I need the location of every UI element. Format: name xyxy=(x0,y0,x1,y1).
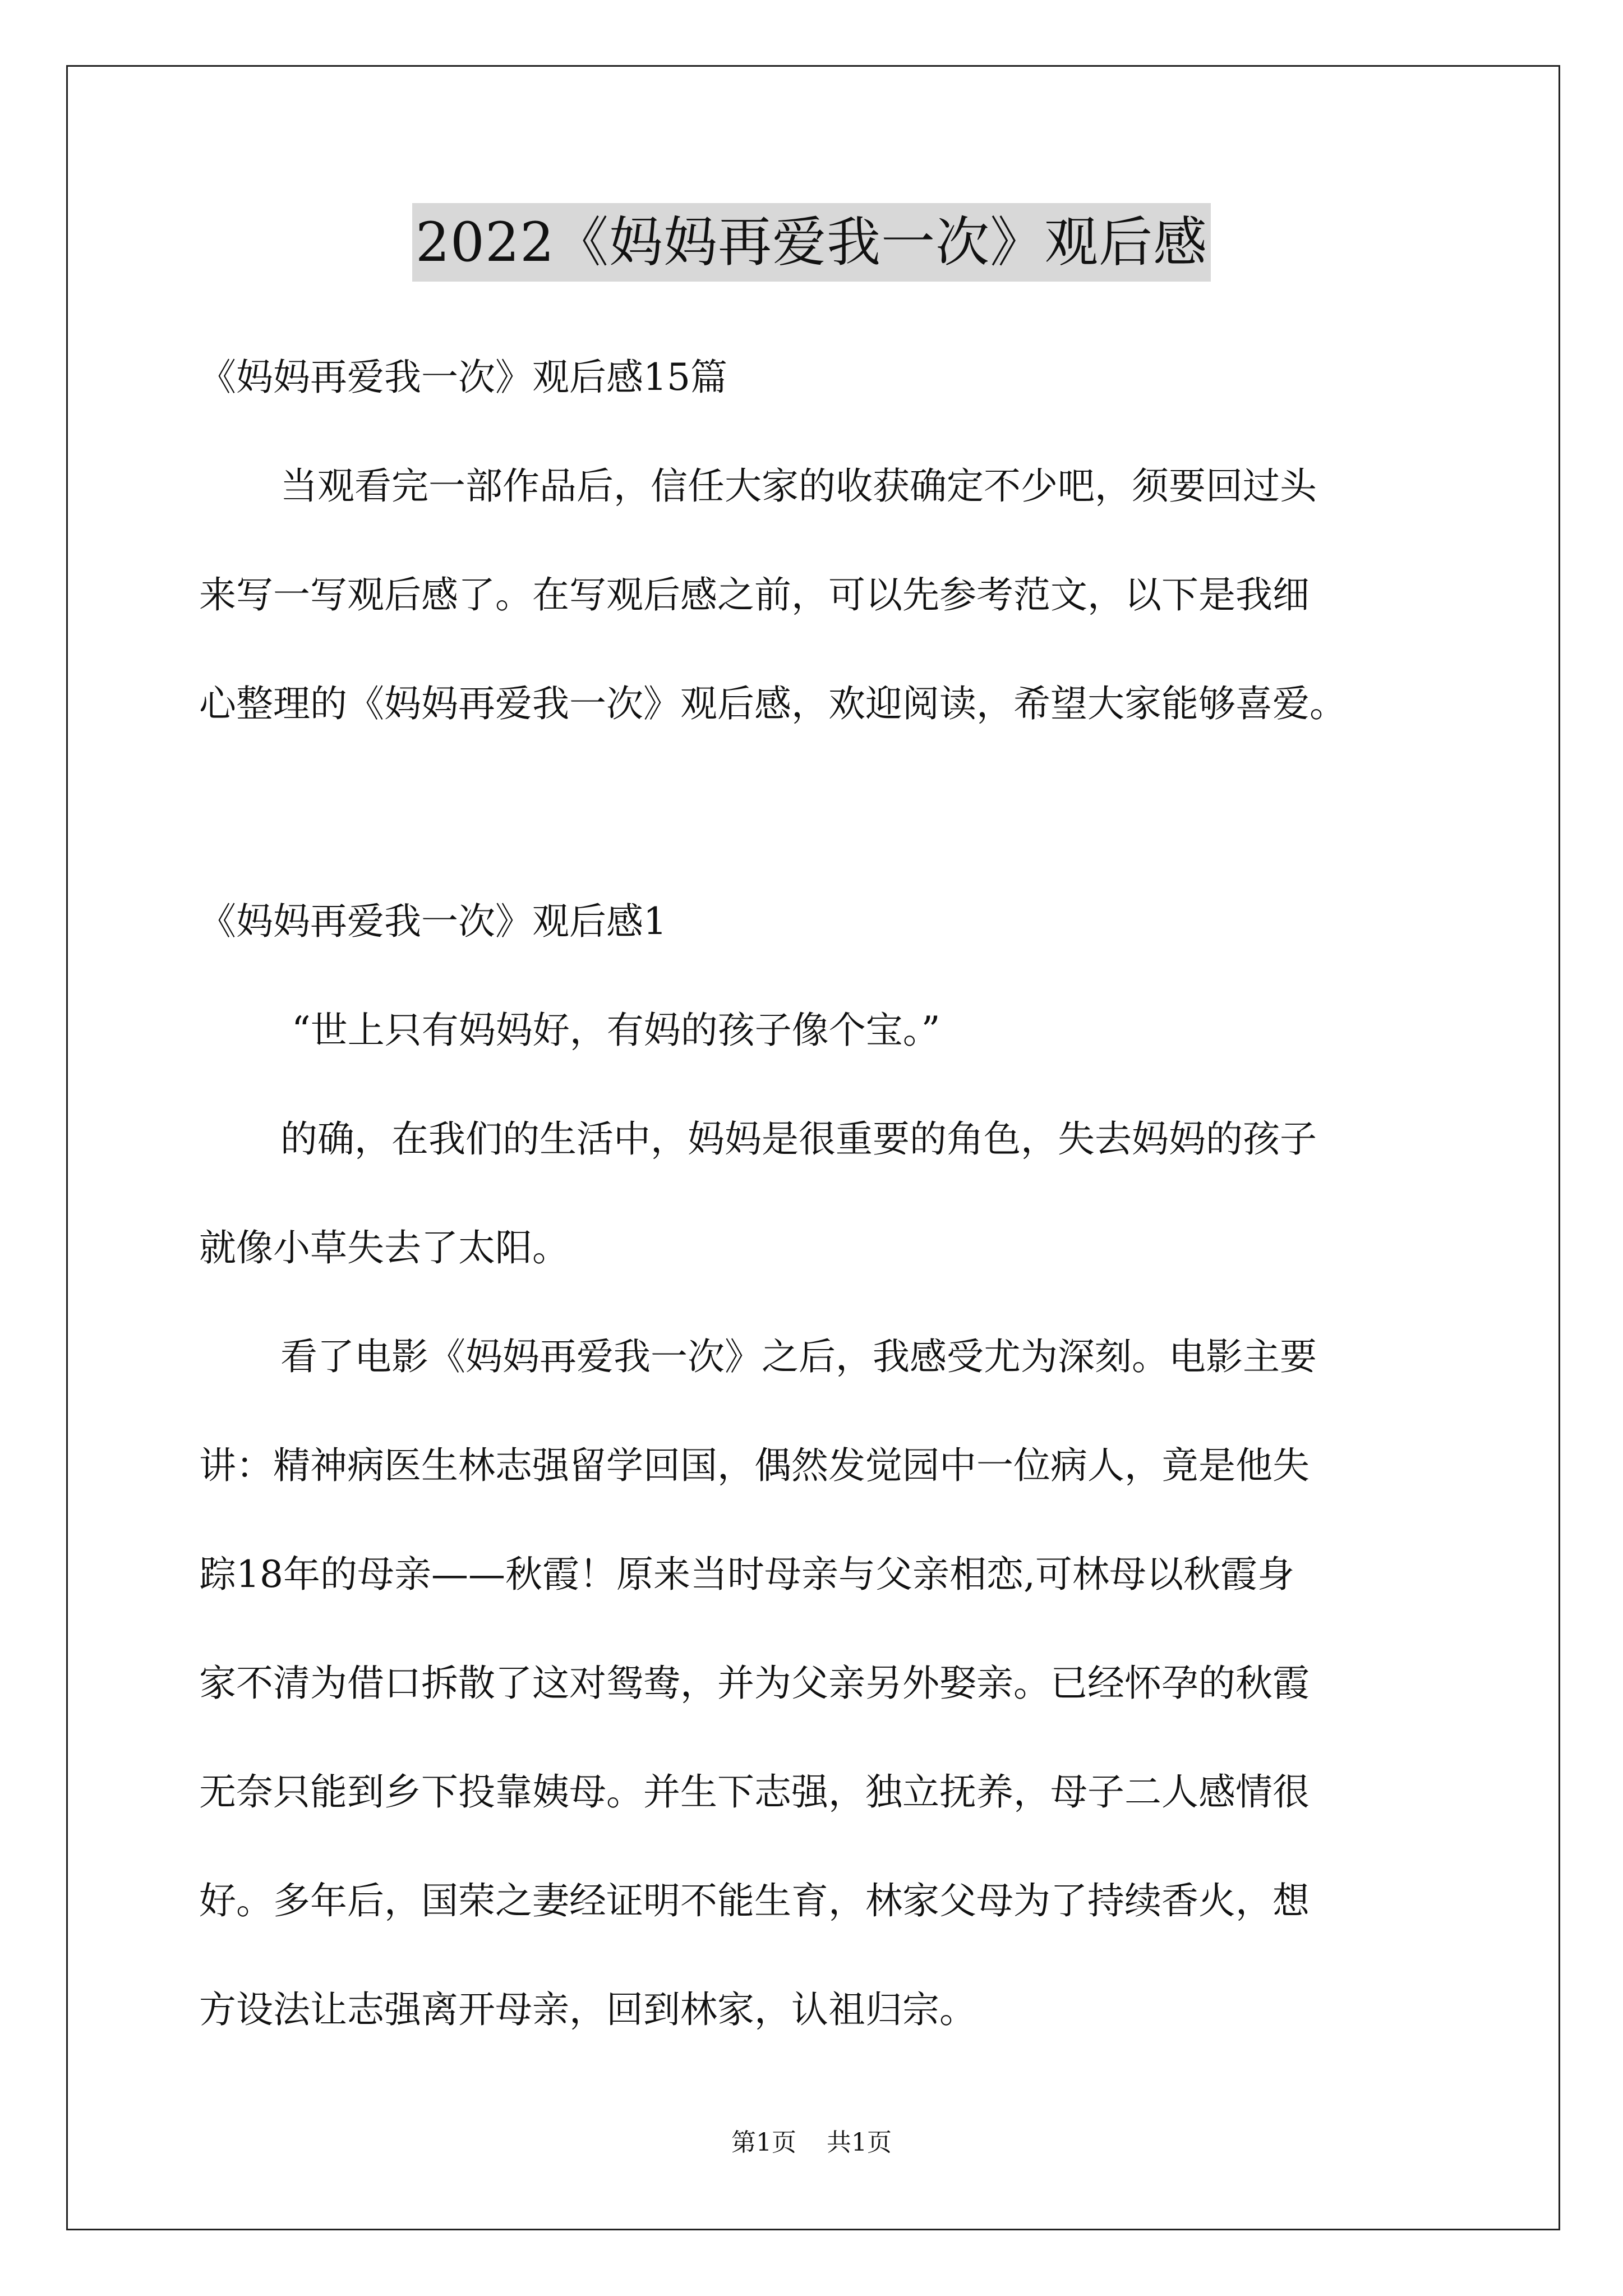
intro-line-2: 来写一写观后感了。在写观后感之前，可以先参考范文，以下是我细 xyxy=(199,573,1310,616)
para1-line-1: 的确，在我们的生活中，妈妈是很重要的角色，失去妈妈的孩子 xyxy=(280,1117,1317,1161)
para2-line-3: 踪18年的母亲——秋霞！原来当时母亲与父亲相恋,可林母以秋霞身 xyxy=(199,1553,1294,1596)
para2-line-6: 好。多年后，国荣之妻经证明不能生育，林家父母为了持续香火，想 xyxy=(199,1879,1310,1922)
para2-line-2: 讲：精神病医生林志强留学回国，偶然发觉园中一位病人，竟是他失 xyxy=(199,1444,1310,1487)
section-heading: 《妈妈再爱我一次》观后感1 xyxy=(199,900,667,943)
page-footer xyxy=(0,2126,1623,2160)
document-title: 2022《妈妈再爱我一次》观后感 xyxy=(412,203,1211,282)
page-number: 第1页 xyxy=(731,2128,796,2157)
para1-line-2: 就像小草失去了太阳。 xyxy=(199,1226,569,1269)
intro-line-1: 当观看完一部作品后，信任大家的收获确定不少吧，须要回过头 xyxy=(280,464,1317,508)
para2-line-4: 家不清为借口拆散了这对鸳鸯，并为父亲另外娶亲。已经怀孕的秋霞 xyxy=(199,1662,1310,1705)
page-total: 共1页 xyxy=(827,2128,892,2157)
document-subtitle: 《妈妈再爱我一次》观后感15篇 xyxy=(199,356,727,399)
intro-line-3: 心整理的《妈妈再爱我一次》观后感，欢迎阅读，希望大家能够喜爱。 xyxy=(199,682,1347,725)
quote-line: “世上只有妈妈好，有妈的孩子像个宝。” xyxy=(292,1009,940,1052)
para2-line-5: 无奈只能到乡下投靠姨母。并生下志强，独立抚养，母子二人感情很 xyxy=(199,1770,1310,1814)
para2-line-7: 方设法让志强离开母亲，回到林家，认祖归宗。 xyxy=(199,1988,976,2031)
title-container xyxy=(0,203,1623,282)
para2-line-1: 看了电影《妈妈再爱我一次》之后，我感受尤为深刻。电影主要 xyxy=(280,1335,1317,1378)
